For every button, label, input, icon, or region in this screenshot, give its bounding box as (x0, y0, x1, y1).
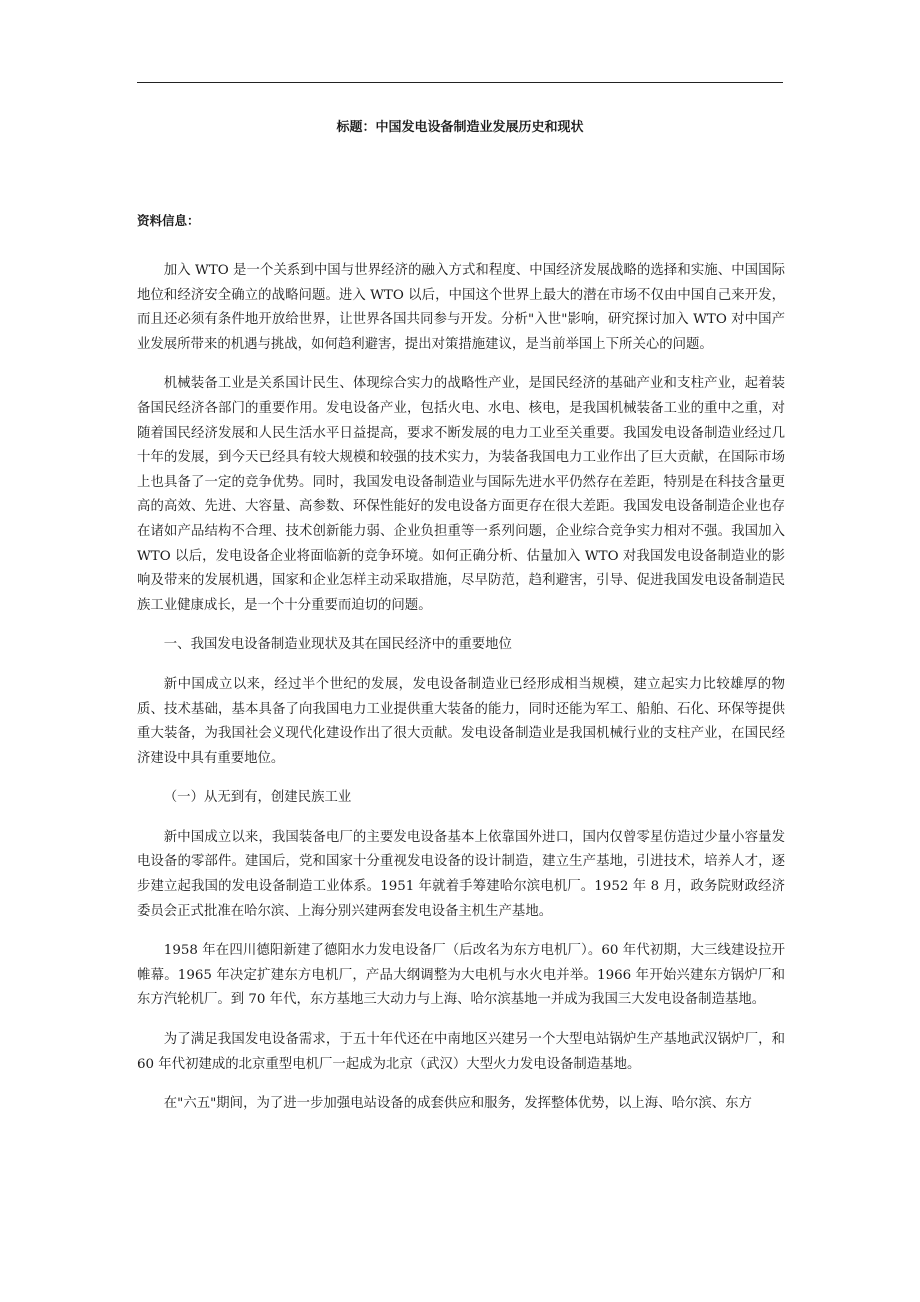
section-heading-1: 一、我国发电设备制造业现状及其在国民经济中的重要地位 (163, 637, 512, 653)
paragraph-wto-intro: 加入 WTO 是一个关系到中国与世界经济的融入方式和程度、中国经济发展战略的选择和实施、中国国际地位和经济安全确立的战略问题。进入 WTO 以后，中国这个世界上最大的潜在市场不仅由中国自己来开发，而且还必须有条件地开放给世界，让世界各国共同参与开发。分析"入世"影响，研究探讨加入 WTO 对中国产业发展所带来的机遇与挑战，如何趋利避害，提出对策措施建议，是当前举国上下所关心的问题。 (137, 263, 785, 352)
paragraph-machinery-industry: 机械装备工业是关系国计民生、体现综合实力的战略性产业，是国民经济的基础产业和支柱产业，起着装备国民经济各部门的重要作用。发电设备产业，包括火电、水电、核电，是我国机械装备工业的重中之重，对随着国民经济发展和人民生活水平日益提高，要求不断发展的电力工业至关重要。我国发电设备制造业经过几十年的发展，到今天已经具有较大规模和较强的技术实力，为装备我国电力工业作出了巨大贡献，在国际市场上也具备了一定的竞争优势。同时，我国发电设备制造业与国际先进水平仍然存在差距，特别是在科技含量更高的高效、先进、大容量、高参数、环保性能好的发电设备方面更存在很大差距。我国发电设备制造企业也存在诸如产品结构不合理、技术创新能力弱、企业负担重等一系列问题，企业综合竞争实力相对不强。我国加入 WTO 以后，发电设备企业将面临新的竞争环境。如何正确分析、估量加入 WTO 对我国发电设备制造业的影响及带来的发展机遇，国家和企业怎样主动采取措施，尽早防范，趋利避害，引导、促进我国发电设备制造民族工业健康成长，是一个十分重要而迫切的问题。 (137, 376, 785, 613)
paragraph-1958-dongfang: 1958 年在四川德阳新建了德阳水力发电设备厂（后改名为东方电机厂）。60 年代初期，大三线建设拉开帷幕。1965 年决定扩建东方电机厂，产品大纲调整为大电机与水火电并举。1966 年开始兴建东方锅炉厂和东方汽轮机厂。到 70 年代，东方基地三大动力与上海、哈尔滨基地一并成为我国三大发电设备制造基地。 (137, 943, 785, 1008)
paragraph-development-overview: 新中国成立以来，经过半个世纪的发展，发电设备制造业已经形成相当规模，建立起实力比较雄厚的物质、技术基础，基本具备了向我国电力工业提供重大装备的能力，同时还能为军工、船舶、石化、环保等提供重大装备，为我国社会义现代化建设作出了很大贡献。发电设备制造业是我国机械行业的支柱产业，在国民经济建设中具有重要地位。 (137, 676, 785, 766)
paragraph-sixth-five-year: 在"六五"期间，为了进一步加强电站设备的成套供应和服务，发挥整体优势，以上海、哈尔滨、东方 (163, 1096, 752, 1112)
paragraph-wuhan-beijing-base: 为了满足我国发电设备需求，于五十年代还在中南地区兴建另一个大型电站锅炉生产基地武汉锅炉厂，和 60 年代初建成的北京重型电机厂一起成为北京（武汉）大型火力发电设备制造基地。 (137, 1032, 785, 1072)
document-body (137, 259, 785, 1132)
subsection-heading-1: （一）从无到有，创建民族工业 (163, 790, 352, 806)
source-info-label: 资料信息： (137, 213, 200, 228)
paragraph-early-history: 新中国成立以来，我国装备电厂的主要发电设备基本上依靠国外进口，国内仅曾零星仿造过少量小容量发电设备的零部件。建国后，党和国家十分重视发电设备的设计制造，建立生产基地，引进技术，培养人才，逐步建立起我国的发电设备制造工业体系。1951 年就着手筹建哈尔滨电机厂。1952 年 8 月，政务院财政经济委员会正式批准在哈尔滨、上海分别兴建两套发电设备主机生产基地。 (137, 829, 785, 919)
header-rule (137, 82, 783, 83)
document-title: 标题：中国发电设备制造业发展历史和现状 (336, 120, 584, 135)
